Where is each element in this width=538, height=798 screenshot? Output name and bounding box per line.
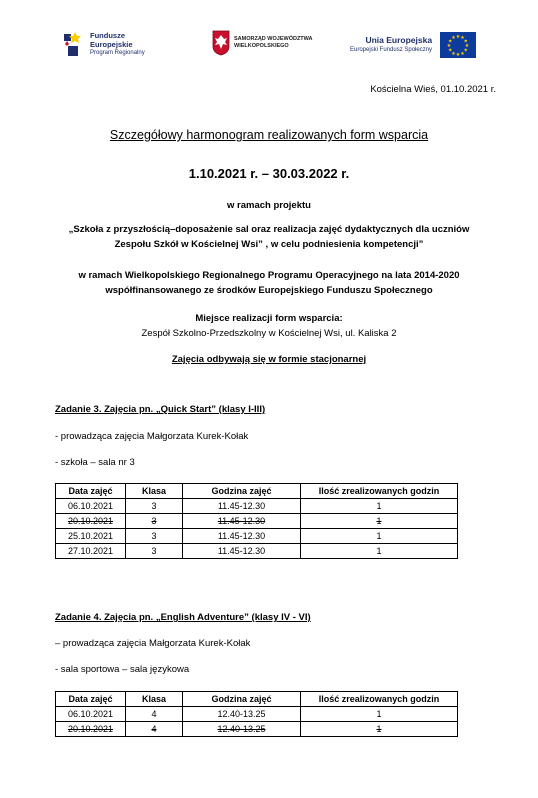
- cell-class: 3: [126, 529, 183, 544]
- period: 1.10.2021 r. – 30.03.2022 r.: [188, 166, 350, 181]
- within-project: w ramach projektu: [227, 200, 311, 211]
- task3-teacher: - prowadząca zajęcia Małgorzata Kurek-Kołak: [55, 431, 249, 442]
- cell-hours: 1: [301, 529, 458, 544]
- svg-text:★: ★: [451, 35, 456, 42]
- place-value: Zespół Szkolno-Przedszkolny w Kościelnej Wsi, ul. Kaliska 2: [141, 328, 397, 339]
- svg-text:★: ★: [446, 43, 452, 49]
- cell-time: 11.45-12.30: [183, 499, 301, 514]
- svg-text:★: ★: [448, 38, 453, 45]
- project-line1: „Szkoła z przyszłością–doposażenie sal oraz realizacja zajęć dydaktycznych dla uczniów: [68, 224, 470, 235]
- cell-class: 3: [126, 514, 183, 529]
- svg-text:★: ★: [455, 52, 461, 58]
- cell-date: 27.10.2021: [56, 544, 126, 559]
- program-info: [0, 268, 538, 298]
- cell-date: 20.10.2021: [56, 514, 126, 529]
- svg-text:★: ★: [460, 50, 465, 57]
- place-label: Miejsce realizacji form wsparcia:: [195, 313, 343, 324]
- svg-text:★: ★: [448, 47, 453, 54]
- document-title: Szczegółowy harmonogram realizowanych form wsparcia: [109, 128, 429, 142]
- cell-date: 25.10.2021: [56, 529, 126, 544]
- table-row: [56, 707, 458, 722]
- task4-table: [55, 691, 458, 737]
- rpo-line2: współfinansowanego ze środków Europejskiego Funduszu Społecznego: [105, 285, 433, 296]
- cell-hours: 1: [301, 514, 458, 529]
- cell-time: 12.40-13.25: [183, 707, 301, 722]
- cell-date: 06.10.2021: [56, 499, 126, 514]
- rpo-line1: w ramach Wielkopolskiego Regionalnego Programu Operacyjnego na lata 2014-2020: [78, 270, 460, 281]
- task3-room: - szkoła – sala nr 3: [55, 457, 135, 468]
- cell-class: 3: [126, 544, 183, 559]
- eu-flag-icon: [440, 32, 476, 58]
- task4-teacher: – prowadząca zajęcia Małgorzata Kurek-Kołak: [55, 638, 251, 649]
- task3-table: [55, 483, 458, 559]
- cell-date: 20.10.2021: [56, 722, 126, 737]
- cell-hours: 1: [301, 722, 458, 737]
- svg-text:★: ★: [464, 43, 470, 49]
- cell-hours: 1: [301, 499, 458, 514]
- fe-line3: Program Regionalny: [90, 49, 145, 56]
- cell-hours: 1: [301, 544, 458, 559]
- task4-heading: Zadanie 4. Zajęcia pn. „English Adventure” (klasy IV - VI): [55, 612, 311, 623]
- cell-time: 11.45-12.30: [183, 544, 301, 559]
- cell-time: 11.45-12.30: [183, 514, 301, 529]
- cell-class: 4: [126, 707, 183, 722]
- ue-line2: Europejski Fundusz Społeczny: [350, 47, 433, 53]
- table-row: [56, 514, 458, 529]
- wlkp-line2: WIELKOPOLSKIEGO: [234, 43, 289, 49]
- table-row: [56, 529, 458, 544]
- col-time: Godzina zajęć: [183, 692, 301, 707]
- fundusze-europejskie-logo: [62, 30, 145, 58]
- cell-time: 12.40-13.25: [183, 722, 301, 737]
- project-name: [0, 222, 538, 252]
- svg-text:★: ★: [460, 35, 465, 42]
- col-date: Data zajęć: [56, 692, 126, 707]
- table-row: [56, 722, 458, 737]
- col-hours: Ilość zrealizowanych godzin: [301, 692, 458, 707]
- document-date: Kościelna Wieś, 01.10.2021 r.: [370, 84, 496, 95]
- col-hours: Ilość zrealizowanych godzin: [301, 484, 458, 499]
- stationary-note: Zajęcia odbywają się w formie stacjonarnej: [171, 354, 367, 365]
- cell-time: 11.45-12.30: [183, 529, 301, 544]
- cell-class: 4: [126, 722, 183, 737]
- table-row: [56, 544, 458, 559]
- ue-line1: Unia Europejska: [365, 35, 433, 45]
- wielkopolska-logo: [212, 30, 313, 56]
- cell-date: 06.10.2021: [56, 707, 126, 722]
- svg-text:★: ★: [451, 50, 456, 57]
- col-time: Godzina zajęć: [183, 484, 301, 499]
- svg-text:★: ★: [463, 38, 469, 45]
- fe-line1: Fundusze: [90, 30, 125, 40]
- col-class: Klasa: [126, 692, 183, 707]
- task4-room: - sala sportowa – sala językowa: [55, 664, 190, 675]
- wlkp-eagle-icon: [212, 30, 230, 56]
- logo-bar: [0, 26, 538, 66]
- wlkp-line1: SAMORZĄD WOJEWÓDZTWA: [234, 36, 313, 42]
- fe-stars-icon: [62, 30, 84, 58]
- unia-europejska-logo: [350, 32, 476, 58]
- table-row: [56, 499, 458, 514]
- cell-hours: 1: [301, 707, 458, 722]
- col-date: Data zajęć: [56, 484, 126, 499]
- task3-heading: Zadanie 3. Zajęcia pn. „Quick Start” (klasy I-III): [55, 404, 266, 415]
- table-header-row: [56, 692, 458, 707]
- col-class: Klasa: [126, 484, 183, 499]
- table-header-row: [56, 484, 458, 499]
- svg-text:★: ★: [463, 47, 469, 54]
- project-line2: Zespołu Szkół w Kościelnej Wsi” , w celu podniesienia kompetencji”: [114, 239, 424, 250]
- svg-text:★: ★: [455, 34, 461, 40]
- cell-class: 3: [126, 499, 183, 514]
- fe-line2: Europejskie: [90, 39, 133, 49]
